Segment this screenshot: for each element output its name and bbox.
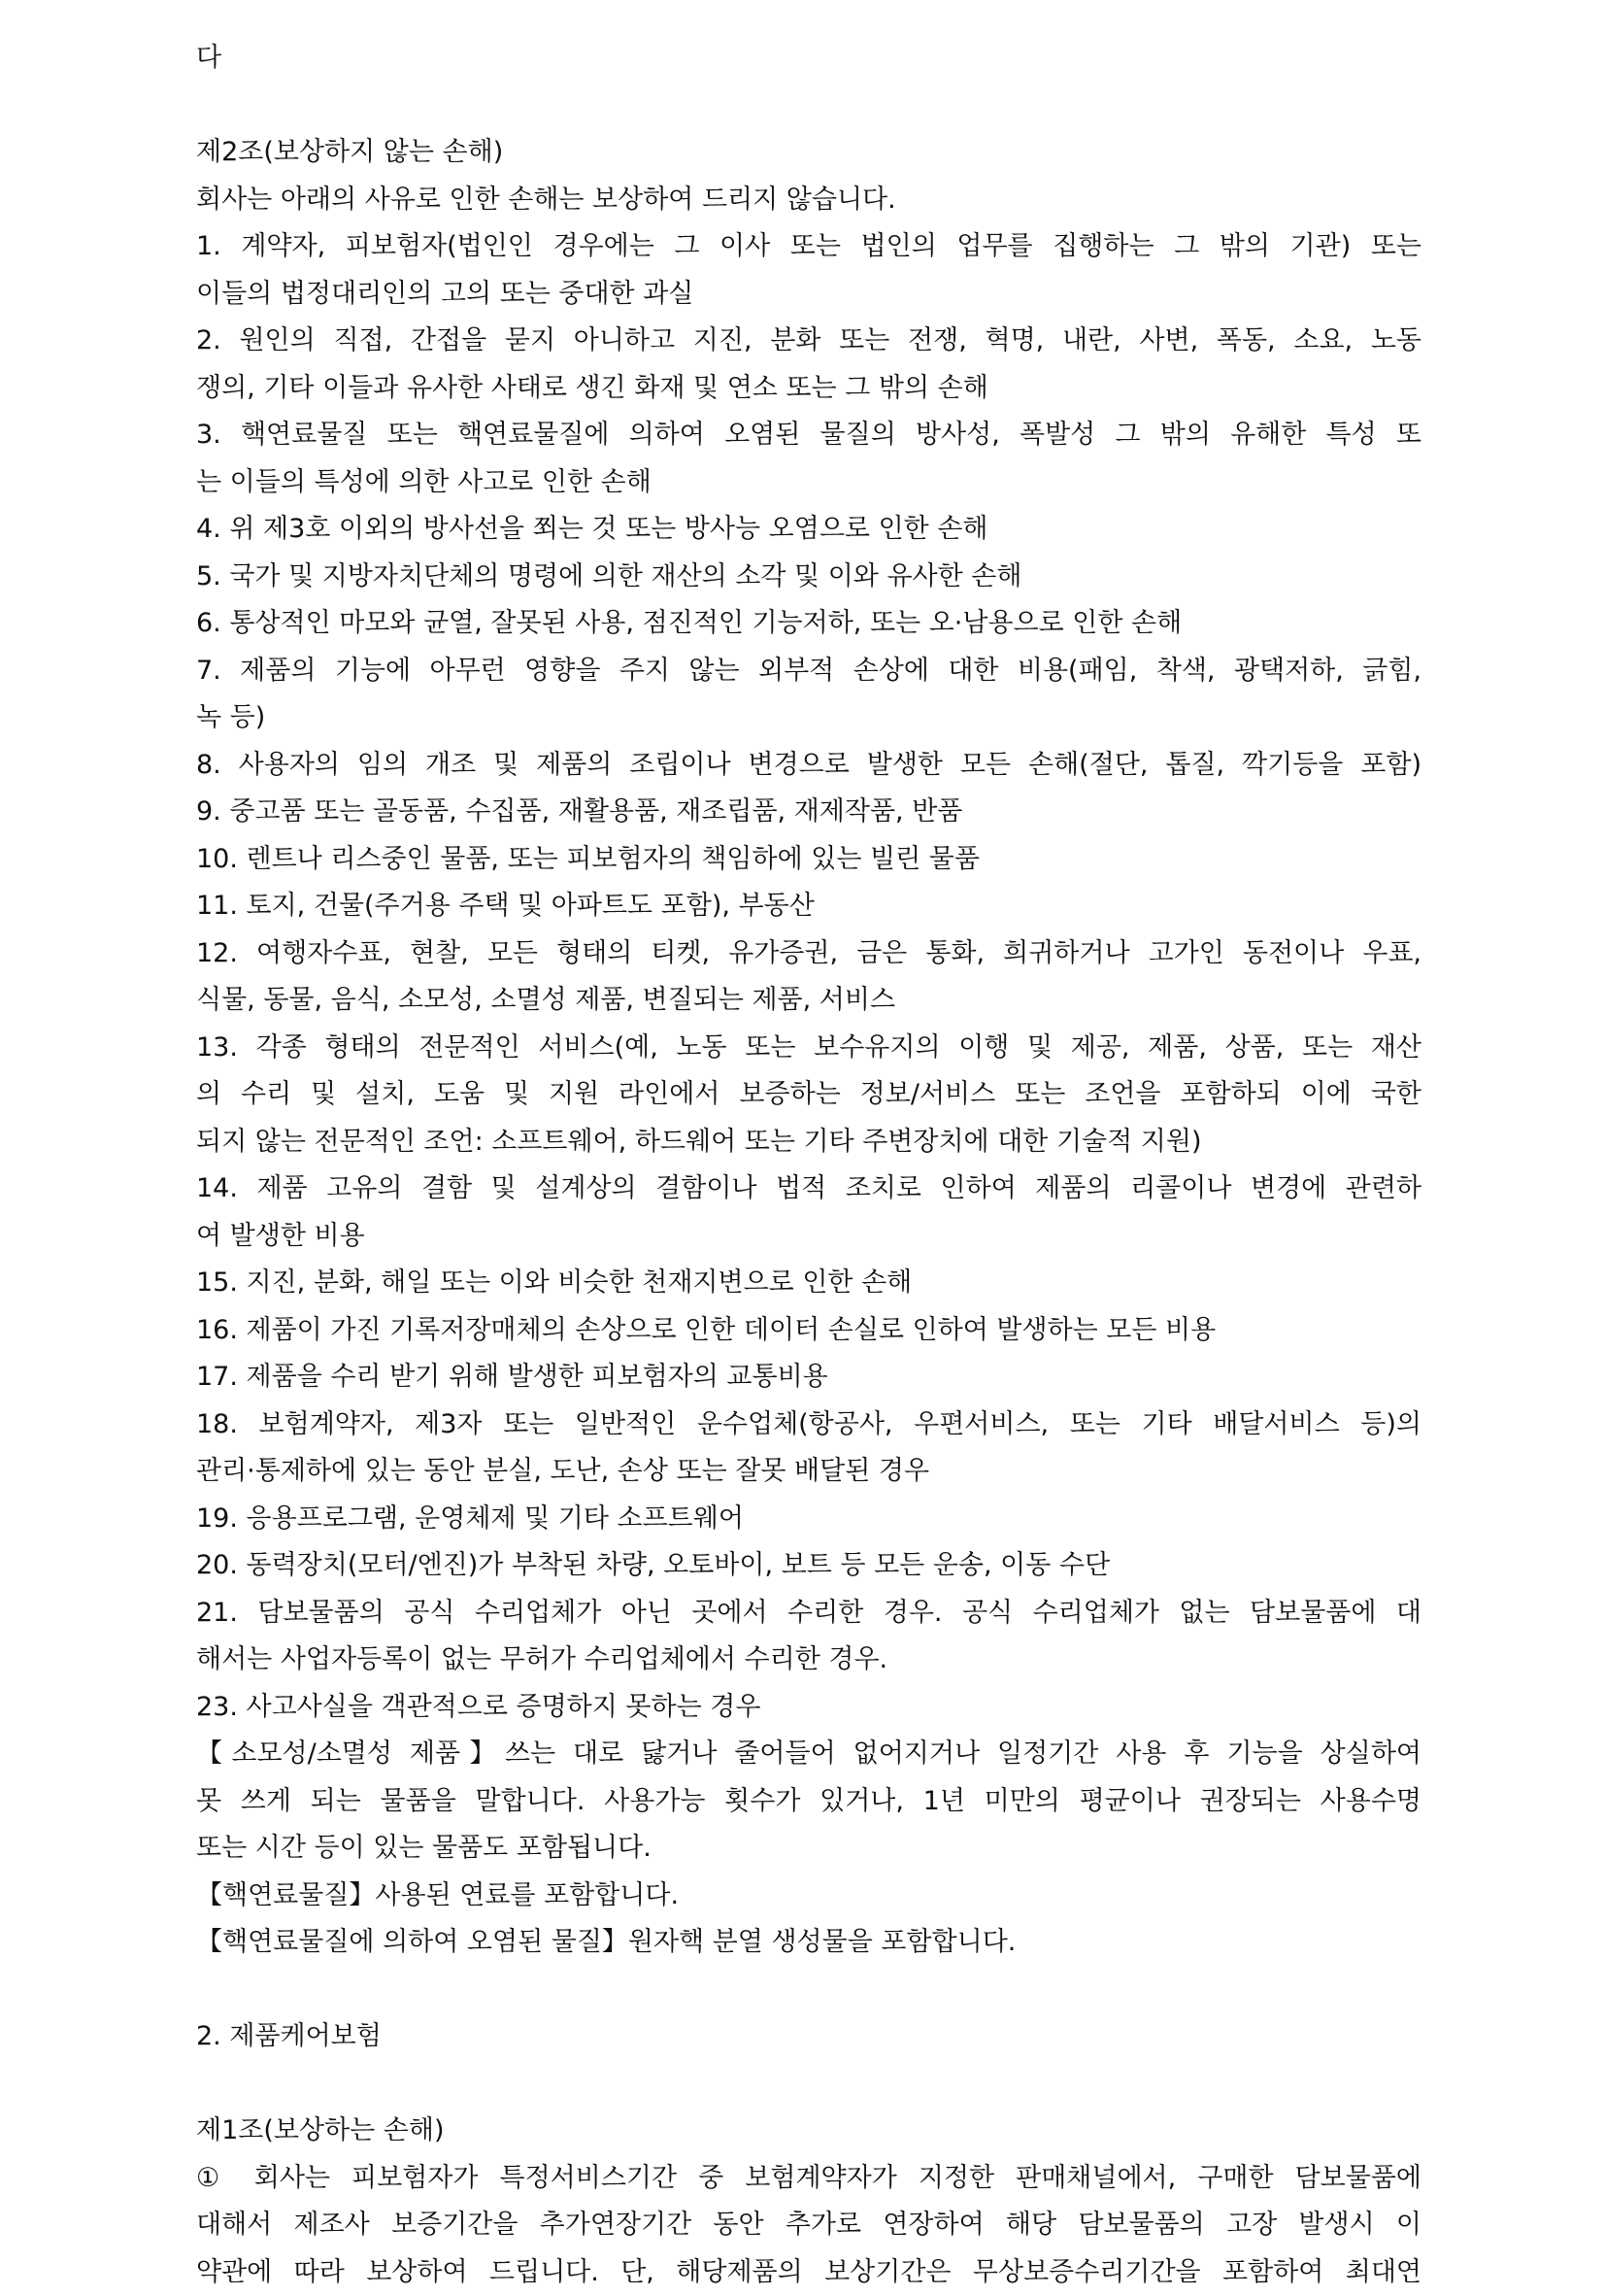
list-item: 16. 제품이 가진 기록저장매체의 손상으로 인한 데이터 손실로 인하여 발생하는 모든 비용 [196,1307,1421,1355]
list-item: 15. 지진, 분화, 해일 또는 이와 비슷한 천재지변으로 인한 손해 [196,1260,1421,1307]
list-item-continued: 되지 않는 전문적인 조언: 소프트웨어, 하드웨어 또는 기타 주변장치에 대한 기술적 지원) [196,1119,1421,1166]
list-item: 4. 위 제3호 이외의 방사선을 쬐는 것 또는 방사능 오염으로 인한 손해 [196,506,1421,554]
list-item-continued: 해서는 사업자등록이 없는 무허가 수리업체에서 수리한 경우. [196,1637,1421,1684]
list-item: 6. 통상적인 마모와 균열, 잘못된 사용, 점진적인 기능저하, 또는 오·남용으로 인한 손해 [196,600,1421,648]
list-item: 3. 핵연료물질 또는 핵연료물질에 의하여 오염된 물질의 방사성, 폭발성 그 밖의 유해한 특성 또 [196,412,1421,459]
list-item-continued: 여 발생한 비용 [196,1213,1421,1261]
list-item: 9. 중고품 또는 골동품, 수집품, 재활용품, 재조립품, 재제작품, 반품 [196,789,1421,836]
list-item-continued: 관리·통제하에 있는 동안 분실, 도난, 손상 또는 잘못 배달된 경우 [196,1448,1421,1496]
list-item: 10. 렌트나 리스중인 물품, 또는 피보험자의 책임하에 있는 빌린 물품 [196,836,1421,884]
article-1-paragraph-continued: 대해서 제조사 보증기간을 추가연장기간 동안 추가로 연장하여 해당 담보물품의 고장 발생시 이 [196,2202,1421,2249]
list-item: 19. 응용프로그램, 운영체제 및 기타 소프트웨어 [196,1496,1421,1543]
list-item: 12. 여행자수표, 현찰, 모든 형태의 티켓, 유가증권, 금은 통화, 희귀하거나 고가인 동전이나 우표, [196,930,1421,978]
list-item: 1. 계약자, 피보험자(법인인 경우에는 그 이사 또는 법인의 업무를 집행하는 그 밖의 기관) 또는 [196,223,1421,271]
section-title: 2. 제품케어보험 [196,2013,1421,2061]
top-fragment: 다 [196,35,1421,83]
list-item-continued: 녹 등) [196,694,1421,742]
document-page [196,35,1421,2296]
definition-consumable: 【소모성/소멸성 제품】쓰는 대로 닳거나 줄어들어 없어지거나 일정기간 사용 후 기능을 상실하여 [196,1731,1421,1778]
spacer [196,83,1421,130]
list-item: 7. 제품의 기능에 아무런 영향을 주지 않는 외부적 손상에 대한 비용(패임, 착색, 광택저하, 긁힘, [196,648,1421,695]
article-2-intro: 회사는 아래의 사유로 인한 손해는 보상하여 드리지 않습니다. [196,177,1421,224]
list-item: 2. 원인의 직접, 간접을 묻지 아니하고 지진, 분화 또는 전쟁, 혁명, 내란, 사변, 폭동, 소요, 노동 [196,318,1421,365]
list-item: 18. 보험계약자, 제3자 또는 일반적인 운수업체(항공사, 우편서비스, 또는 기타 배달서비스 등)의 [196,1401,1421,1449]
article-1-paragraph: ① 회사는 피보험자가 특정서비스기간 중 보험계약자가 지정한 판매채널에서, 구매한 담보물품에 [196,2155,1421,2203]
definition-consumable-continued: 또는 시간 등이 있는 물품도 포함됩니다. [196,1825,1421,1873]
spacer [196,1967,1421,2014]
article-1-title: 제1조(보상하는 손해) [196,2108,1421,2155]
list-item-continued: 이들의 법정대리인의 고의 또는 중대한 과실 [196,271,1421,319]
list-item-continued: 쟁의, 기타 이들과 유사한 사태로 생긴 화재 및 연소 또는 그 밖의 손해 [196,365,1421,413]
list-item-continued: 식물, 동물, 음식, 소모성, 소멸성 제품, 변질되는 제품, 서비스 [196,977,1421,1025]
definition-consumable-continued: 못 쓰게 되는 물품을 말합니다. 사용가능 횟수가 있거나, 1년 미만의 평균이나 권장되는 사용수명 [196,1778,1421,1826]
list-item: 14. 제품 고유의 결함 및 설계상의 결함이나 법적 조치로 인하여 제품의 리콜이나 변경에 관련하 [196,1165,1421,1213]
article-2-title: 제2조(보상하지 않는 손해) [196,129,1421,177]
list-item: 23. 사고사실을 객관적으로 증명하지 못하는 경우 [196,1684,1421,1732]
article-1-paragraph-continued: 약관에 따라 보상하여 드립니다. 단, 해당제품의 보상기간은 무상보증수리기간을 포함하여 최대연 [196,2249,1421,2296]
spacer [196,2061,1421,2109]
list-item-continued: 의 수리 및 설치, 도움 및 지원 라인에서 보증하는 정보/서비스 또는 조언을 포함하되 이에 국한 [196,1071,1421,1119]
list-item: 21. 담보물품의 공식 수리업체가 아닌 곳에서 수리한 경우. 공식 수리업체가 없는 담보물품에 대 [196,1590,1421,1638]
list-item: 17. 제품을 수리 받기 위해 발생한 피보험자의 교통비용 [196,1354,1421,1401]
list-item-continued: 는 이들의 특성에 의한 사고로 인한 손해 [196,459,1421,507]
list-item: 8. 사용자의 임의 개조 및 제품의 조립이나 변경으로 발생한 모든 손해(절단, 톱질, 깍기등을 포함) [196,742,1421,790]
list-item: 5. 국가 및 지방자치단체의 명령에 의한 재산의 소각 및 이와 유사한 손해 [196,554,1421,601]
list-item: 11. 토지, 건물(주거용 주택 및 아파트도 포함), 부동산 [196,883,1421,930]
list-item: 13. 각종 형태의 전문적인 서비스(예, 노동 또는 보수유지의 이행 및 제공, 제품, 상품, 또는 재산 [196,1025,1421,1072]
list-item: 20. 동력장치(모터/엔진)가 부착된 차량, 오토바이, 보트 등 모든 운송, 이동 수단 [196,1542,1421,1590]
definition-contaminated-material: 【핵연료물질에 의하여 오염된 물질】원자핵 분열 생성물을 포함합니다. [196,1919,1421,1967]
definition-nuclear-fuel: 【핵연료물질】사용된 연료를 포함합니다. [196,1873,1421,1920]
